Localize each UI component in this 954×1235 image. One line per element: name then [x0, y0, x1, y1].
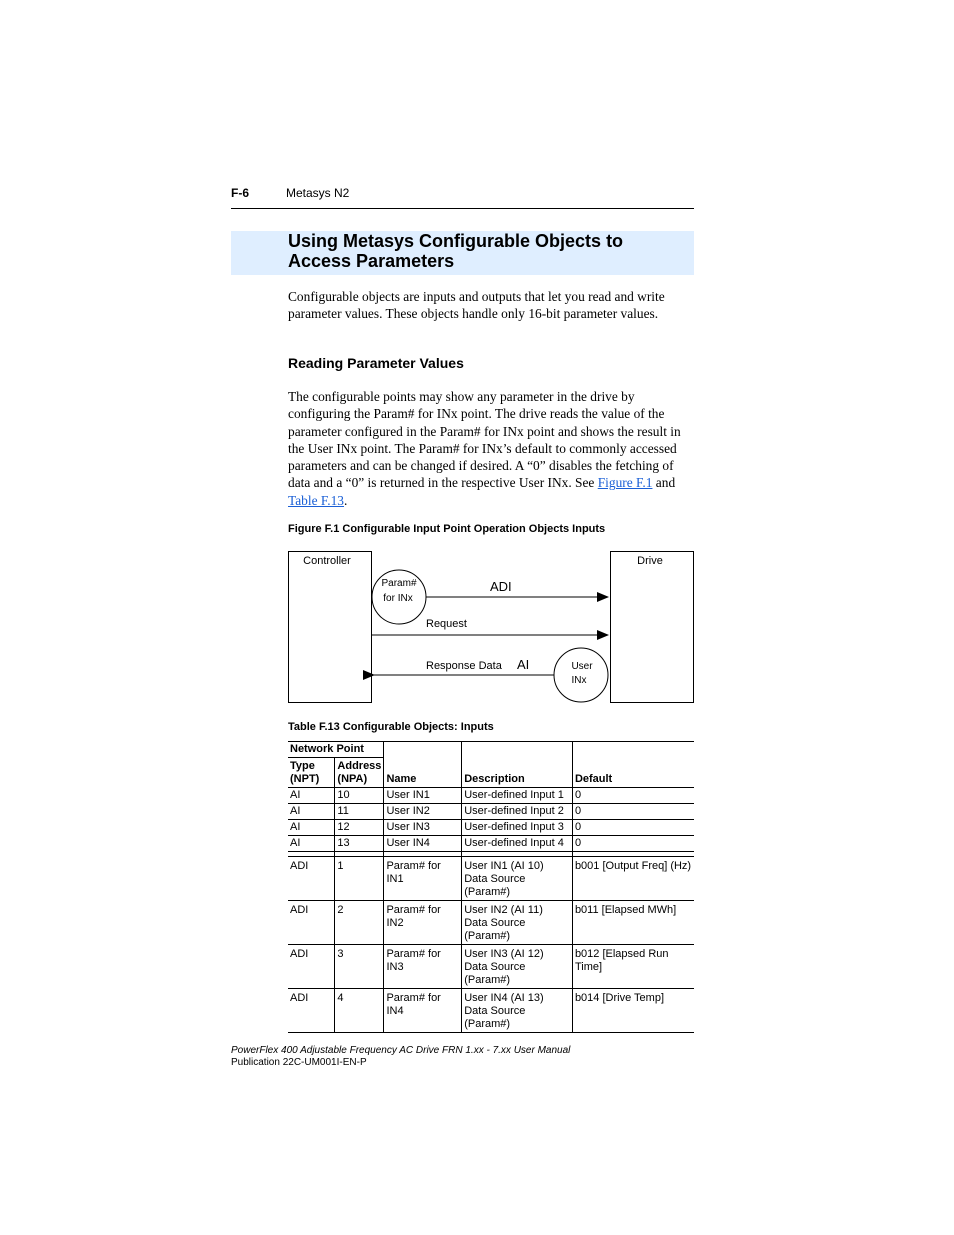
drive-box: [611, 552, 694, 703]
cell-name: User IN1: [384, 788, 462, 804]
cell-description: [462, 945, 573, 989]
adi-label: ADI: [490, 579, 512, 594]
cell-name: Param# for IN3: [384, 945, 462, 989]
cell-description: User-defined Input 4: [462, 836, 573, 852]
header-address-line2: (NPA): [337, 773, 368, 785]
header-type-line2: (NPT): [290, 773, 320, 785]
header-type-line1: Type: [290, 760, 315, 772]
header-name: Name: [384, 742, 462, 788]
network-point-header: Network Point: [288, 742, 384, 758]
cell-description-line1: User IN1 (AI 10): [464, 860, 544, 872]
table-row: [288, 804, 694, 820]
reading-paragraph: [288, 388, 698, 509]
cell-description-line1: User IN2 (AI 11): [464, 904, 543, 916]
cell-address: 11: [335, 804, 384, 820]
cell-type: ADI: [288, 989, 335, 1033]
cell-name: Param# for IN4: [384, 989, 462, 1033]
figure-caption: Figure F.1 Configurable Input Point Operation Objects Inputs: [288, 523, 606, 535]
table-row: [288, 788, 694, 804]
table-header-row: [288, 742, 694, 758]
header-default: Default: [572, 742, 694, 788]
cell-type: ADI: [288, 945, 335, 989]
reading-text: The configurable points may show any parameter in the drive by configuring the Param# for INx point. The drive reads the value of the parameter configured in the Param# for INx point and shows the result in the User INx point. The Param# for INx’s default to commonly accessed parameters and can be changed if desired. A “0” disables the fetching of data and a “0” is returned in the respective User INx. See: [288, 389, 681, 491]
cell-type: ADI: [288, 857, 335, 901]
cell-name: User IN3: [384, 820, 462, 836]
cell-address: 3: [335, 945, 384, 989]
subsection-heading: Reading Parameter Values: [288, 355, 464, 371]
page-number: F-6: [231, 186, 249, 200]
footer-publication: Publication 22C-UM001I-EN-P: [231, 1057, 367, 1068]
table-row: [288, 836, 694, 852]
table-row: [288, 945, 694, 989]
cell-default: b001 [Output Freq] (Hz): [574, 860, 692, 872]
cell-address: 13: [335, 836, 384, 852]
cell-address: 10: [335, 788, 384, 804]
cell-default: 0: [574, 821, 582, 833]
table-row: [288, 901, 694, 945]
cell-description: User-defined Input 2: [462, 804, 573, 820]
user-label-line2: INx: [571, 675, 587, 686]
cell-type: ADI: [288, 901, 335, 945]
request-label: Request: [426, 618, 467, 630]
cell-description: User-defined Input 3: [462, 820, 573, 836]
intro-paragraph: Configurable objects are inputs and outputs that let you read and write parameter values. These objects handle only 16-bit parameter values.: [288, 289, 665, 321]
table-row: [288, 989, 694, 1033]
cell-description: [462, 857, 573, 901]
cell-address: 2: [335, 901, 384, 945]
header-description: Description: [462, 742, 573, 788]
cell-address: 4: [335, 989, 384, 1033]
cell-description: User-defined Input 1: [462, 788, 573, 804]
cell-address: 12: [335, 820, 384, 836]
cell-name: Param# for IN2: [384, 901, 462, 945]
cell-description-line2: Data Source (Param#): [464, 1005, 526, 1030]
param-label-line2: for INx: [383, 593, 413, 604]
table-caption: Table F.13 Configurable Objects: Inputs: [288, 721, 494, 733]
cell-description: [462, 989, 573, 1033]
cell-type: AI: [288, 820, 335, 836]
header-type: [288, 758, 335, 788]
section-title: Using Metasys Configurable Objects to Access Parameters: [288, 231, 624, 271]
header-address-line1: Address: [337, 760, 382, 772]
controller-label: Controller: [303, 555, 351, 567]
header-address: [335, 758, 384, 788]
cell-description-line2: Data Source (Param#): [464, 917, 526, 942]
table-link[interactable]: Table F.13: [288, 492, 345, 508]
cell-default: 0: [574, 789, 582, 801]
cell-default: 0: [574, 837, 582, 849]
cell-default: 0: [574, 805, 582, 817]
cell-description-line1: User IN4 (AI 13): [464, 992, 544, 1004]
cell-type: AI: [288, 788, 335, 804]
figure-link[interactable]: Figure F.1: [597, 475, 653, 491]
param-label-line1: Param#: [381, 578, 417, 589]
drive-label: Drive: [637, 555, 663, 567]
table-row: [288, 820, 694, 836]
cell-default: b014 [Drive Temp]: [574, 992, 665, 1004]
cell-description: [462, 901, 573, 945]
cell-name: Param# for IN1: [384, 857, 462, 901]
reading-text-end: .: [344, 492, 348, 508]
configurable-objects-table: [288, 741, 694, 1033]
table-row: [288, 857, 694, 901]
header-rule: [231, 208, 694, 209]
running-header-title: Metasys N2: [286, 186, 350, 200]
response-label: Response Data: [426, 660, 502, 672]
cell-description-line2: Data Source (Param#): [464, 873, 526, 898]
user-label-line1: User: [571, 661, 593, 672]
cell-address: 1: [335, 857, 384, 901]
cell-type: AI: [288, 804, 335, 820]
cell-description-line2: Data Source (Param#): [464, 961, 526, 986]
controller-box: [289, 552, 372, 703]
cell-name: User IN4: [384, 836, 462, 852]
cell-default: b011 [Elapsed MWh]: [574, 904, 677, 916]
cell-description-line1: User IN3 (AI 12): [464, 948, 544, 960]
ai-label: AI: [517, 657, 530, 672]
cell-default: b012 [Elapsed Run Time]: [574, 948, 669, 973]
reading-text-and: and: [652, 475, 676, 491]
operation-diagram: [285, 548, 697, 708]
footer-manual-title: PowerFlex 400 Adjustable Frequency AC Drive FRN 1.xx - 7.xx User Manual: [231, 1045, 571, 1056]
cell-name: User IN2: [384, 804, 462, 820]
cell-type: AI: [288, 836, 335, 852]
